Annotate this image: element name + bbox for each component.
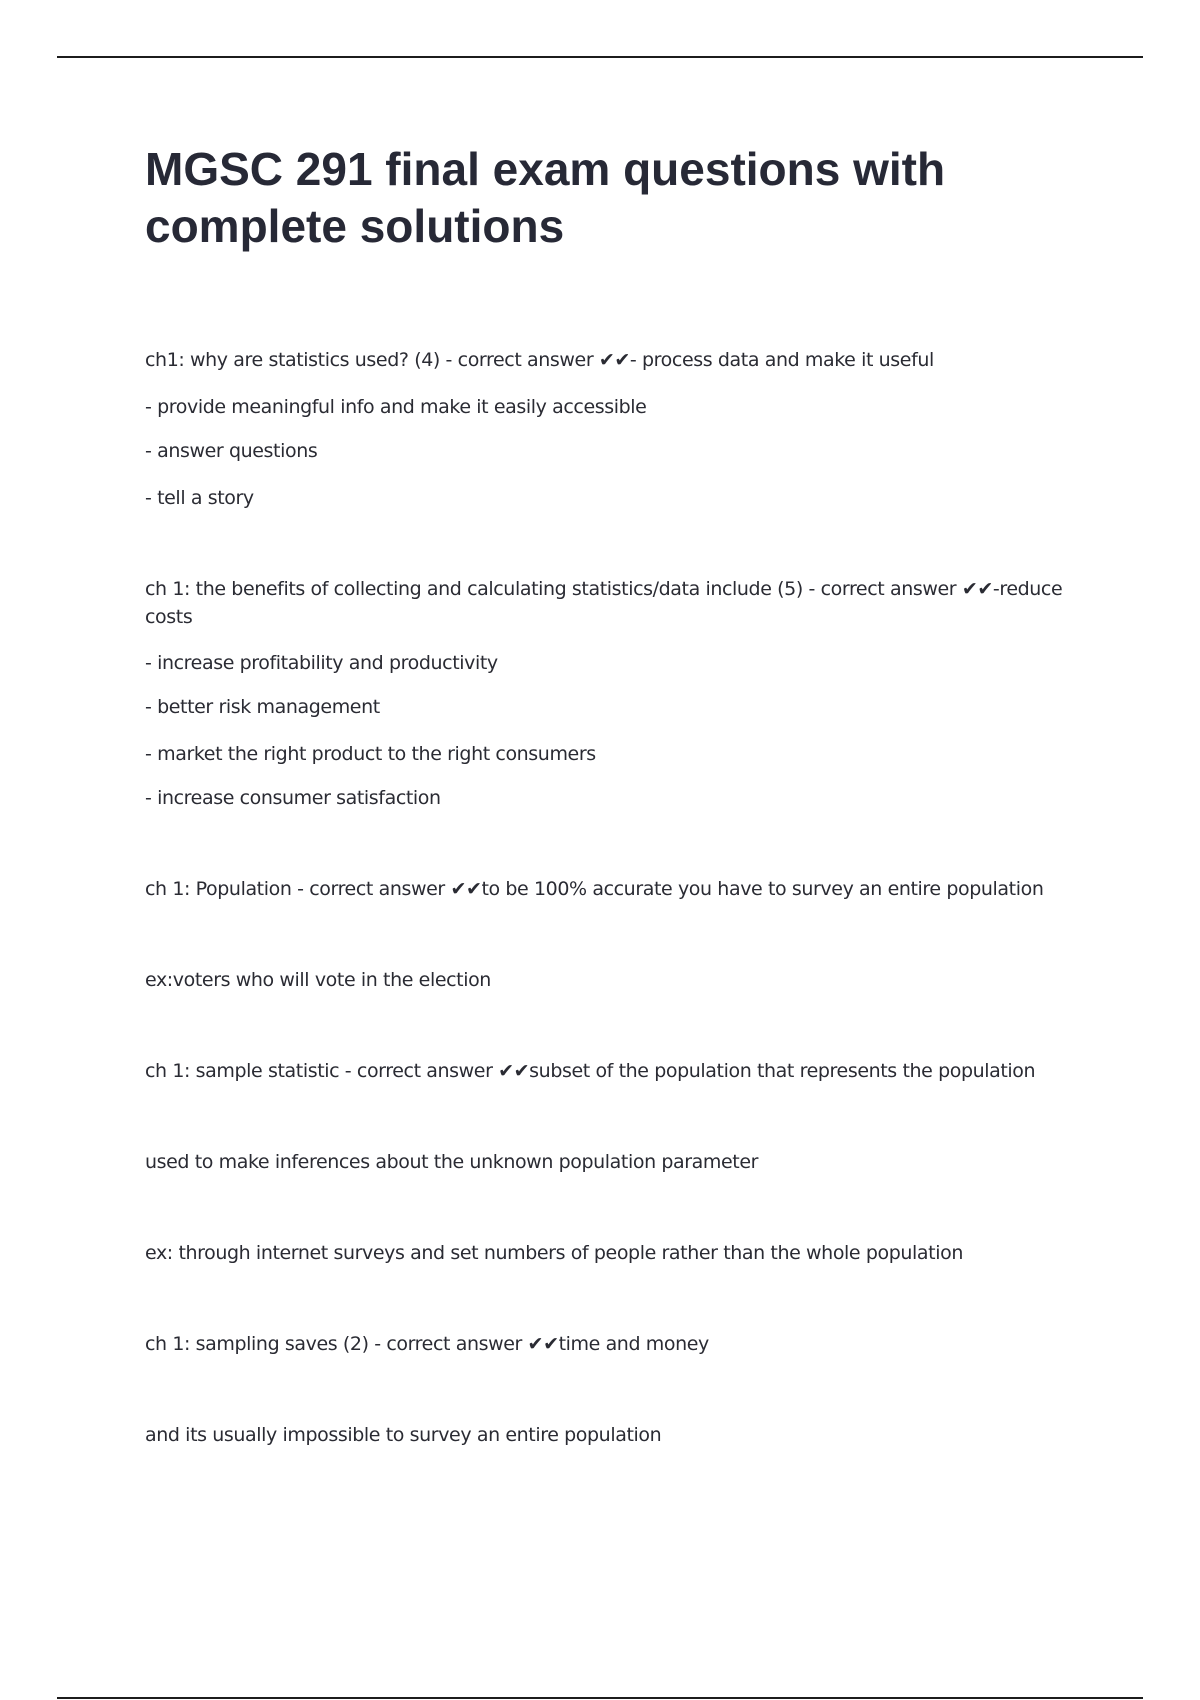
text-line-q1-a3: - answer questions (145, 440, 318, 462)
text-line-q2-a3: - better risk management (145, 696, 380, 718)
text-line-q3: ch 1: Population - correct answer ✔✔to be 100% accurate you have to survey an entire population (145, 878, 1044, 900)
text-line-q4-example: ex: through internet surveys and set numbers of people rather than the whole population (145, 1242, 963, 1264)
text-line-q2-a2: - increase profitability and productivity (145, 652, 498, 674)
text-line-q5-detail: and its usually impossible to survey an entire population (145, 1424, 662, 1446)
text-line-q2: ch 1: the benefits of collecting and calculating statistics/data include (5) - correct answer ✔✔-reduce costs (145, 578, 1063, 628)
top-rule (57, 56, 1143, 58)
text-line-q4: ch 1: sample statistic - correct answer ✔✔subset of the population that represents the population (145, 1060, 1036, 1082)
document-title: MGSC 291 final exam questions with complete solutions (145, 143, 946, 252)
text-line-q1-a4: - tell a story (145, 487, 254, 509)
bottom-rule (57, 1697, 1143, 1699)
text-line-q1-a2: - provide meaningful info and make it easily accessible (145, 396, 647, 418)
text-line-q2-a5: - increase consumer satisfaction (145, 787, 441, 809)
text-line-q3-example: ex:voters who will vote in the election (145, 969, 491, 991)
text-line-q1: ch1: why are statistics used? (4) - correct answer ✔✔- process data and make it useful (145, 349, 934, 371)
text-line-q5: ch 1: sampling saves (2) - correct answer ✔✔time and money (145, 1333, 709, 1355)
text-line-q4-detail: used to make inferences about the unknown population parameter (145, 1151, 759, 1173)
text-line-q2-a4: - market the right product to the right consumers (145, 743, 596, 765)
